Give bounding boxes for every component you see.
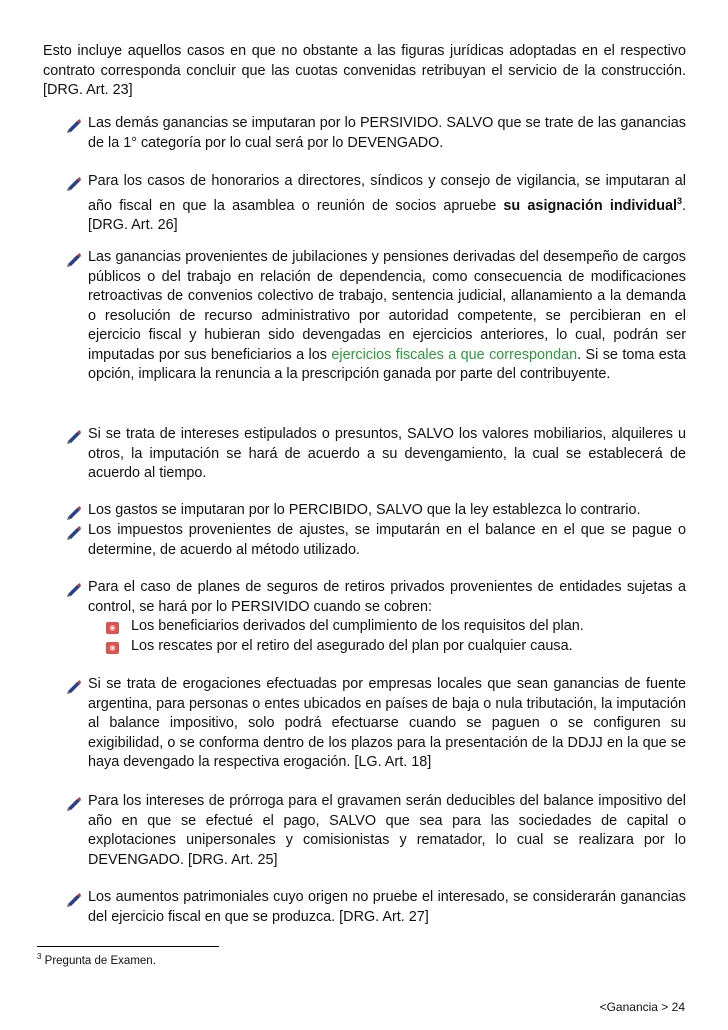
- sub-list-item: [104, 637, 664, 657]
- list-item-text: Las demás ganancias se imputaran por lo PERSIVIDO. SALVO que se trate de las ganancias de la 1° categoría por lo cual será por lo DEVENGADO.: [88, 115, 686, 151]
- pen-bullet-icon: [65, 524, 83, 540]
- flower-bullet-icon: [104, 640, 122, 655]
- page-number: <Ganancia > 24: [599, 1000, 685, 1014]
- intro-paragraph: Esto incluye aquellos casos en que no obstante a las figuras jurídicas adoptadas en el respectivo contrato corresponda concluir que las cuotas convenidas retribuyan el servicio de la construcción. [DRG. Art. 23]: [43, 43, 686, 98]
- list-item-text: Para el caso de planes de seguros de retiros privados provenientes de entidades sujetas a control, se hará por lo PERSIVIDO cuando se cobren:: [88, 579, 686, 615]
- footnote-ref: 3: [676, 195, 682, 206]
- list-item-bold-text: su asignación individual: [503, 197, 677, 214]
- list-item: [65, 578, 686, 617]
- flower-bullet-icon: [104, 620, 122, 635]
- list-item-text-part: . Si se toma esta opción, implicara la renuncia a la prescripción ganada por parte del contribuyente.: [88, 346, 686, 382]
- pen-bullet-icon: [65, 251, 83, 267]
- footnote-number: 3: [37, 952, 42, 961]
- list-item-text: Los gastos se imputaran por lo PERCIBIDO, SALVO que la ley establezca lo contrario.: [88, 502, 641, 518]
- sub-list-item-text: Los beneficiarios derivados del cumplimiento de los requisitos del plan.: [131, 618, 584, 634]
- pen-bullet-icon: [65, 581, 83, 597]
- list-item-text: Si se trata de erogaciones efectuadas por empresas locales que sean ganancias de fuente argentina, para personas o entes ubicados en países de baja o nula tributación, la imputación al balance impositivo, solo podrá efectuarse cuando se paguen o se configuren su exigibilidad, o se conforma dentro de los plazos para la presentación de la DDJJ en la que se haya devengado la respectiva erogación. [LG. Art. 18]: [88, 676, 686, 770]
- footnote-separator: [37, 946, 219, 947]
- list-item-text: [88, 172, 686, 235]
- list-item: [65, 521, 686, 560]
- list-item-text-part: . [DRG. Art. 26]: [88, 197, 686, 233]
- list-item: [65, 675, 686, 773]
- highlighted-text: ejercicios fiscales a que correspondan: [331, 346, 578, 363]
- list-item: [65, 425, 686, 484]
- list-item-text: Los impuestos provenientes de ajustes, se imputarán en el balance en el que se pague o determine, de acuerdo al método utilizado.: [88, 522, 686, 558]
- pen-bullet-icon: [65, 117, 83, 133]
- list-item: [65, 501, 686, 521]
- list-item-text: Si se trata de intereses estipulados o presuntos, SALVO los valores mobiliarios, alquileres u otros, la imputación se hará de acuerdo a su devengamiento, la cual se establecerá de acuerdo al tiempo.: [88, 426, 686, 481]
- list-item: [65, 172, 686, 235]
- list-item: [65, 114, 686, 153]
- pen-bullet-icon: [65, 175, 83, 191]
- footnote: [37, 952, 156, 967]
- pen-bullet-icon: [65, 891, 83, 907]
- pen-bullet-icon: [65, 504, 83, 520]
- list-item-text-part: Las ganancias provenientes de jubilaciones y pensiones derivadas del desempeño de cargos públicos o del trabajo en relación de dependencia, como consecuencia de modificaciones retroactivas de convenios colectivo de trabajo, sentencia judicial, allanamiento a la demanda o resolución de recurso administrativo por autoridad competente, se percibieran en el ejercicio fiscal y hubieran sido devengadas en ejercicios anteriores, lo cual, podrán ser imputadas por sus beneficiarios a los: [88, 249, 686, 363]
- pen-bullet-icon: [65, 795, 83, 811]
- list-item: [65, 888, 686, 927]
- list-item: [65, 248, 686, 385]
- list-item-text: Para los intereses de prórroga para el gravamen serán deducibles del balance impositivo del año en que se efectué el pago, SALVO que sea para las sociedades de capital o explotaciones unipersonales y comisionistas y rematador, lo cual se realizara por lo DEVENGADO. [DRG. Art. 25]: [88, 793, 686, 868]
- pen-bullet-icon: [65, 678, 83, 694]
- sub-list-item-text: Los rescates por el retiro del asegurado del plan por cualquier causa.: [131, 638, 573, 654]
- list-item-text: [88, 248, 686, 385]
- list-item-text-part: Para los casos de honorarios a directores, síndicos y consejo de vigilancia, se imputaran al año fiscal en que la asamblea o reunión de socios apruebe: [88, 173, 686, 214]
- footnote-text: Pregunta de Examen.: [44, 954, 156, 967]
- pen-bullet-icon: [65, 428, 83, 444]
- list-item-text: Los aumentos patrimoniales cuyo origen no pruebe el interesado, se considerarán ganancias del ejercicio fiscal en que se produzca. [DRG. Art. 27]: [88, 889, 686, 925]
- list-item: [65, 792, 686, 870]
- sub-list-item: [104, 617, 664, 637]
